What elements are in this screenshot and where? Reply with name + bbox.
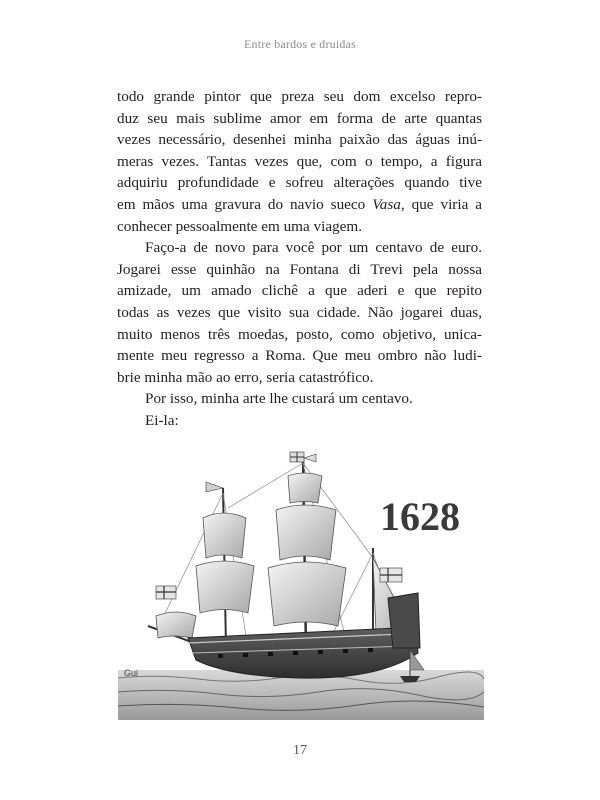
body-text bbox=[117, 86, 482, 432]
ship-name-italic: Vasa bbox=[372, 195, 401, 213]
fore-topsail bbox=[203, 513, 246, 558]
ship-illustration bbox=[118, 448, 484, 720]
text-segment: , que viria a bbox=[400, 195, 482, 213]
main-topgallant bbox=[288, 473, 322, 503]
page-number: 17 bbox=[293, 743, 307, 758]
text-line: amizade, um amado clichê a que aderi e que repito bbox=[117, 282, 482, 300]
year-label: 1628 bbox=[380, 494, 460, 539]
artist-signature: Gui bbox=[124, 668, 139, 678]
text-line-with-italic bbox=[117, 194, 482, 216]
text-line: meras vezes. Tantas vezes que, com o tempo, a figura bbox=[117, 152, 482, 170]
text-line: Ei-la: bbox=[145, 411, 179, 429]
text-line: vezes necessário, desenhei minha paixão das águas inú- bbox=[117, 131, 482, 149]
text-line: brie minha mão ao erro, seria catastrófico. bbox=[117, 368, 374, 386]
text-line: Jogarei esse quinhão na Fontana di Trevi pela nossa bbox=[117, 260, 482, 278]
main-topsail bbox=[276, 505, 336, 560]
spritsail bbox=[156, 612, 196, 638]
main-course bbox=[268, 562, 346, 626]
text-line: todas as vezes que visito sua cidade. Não jogarei duas, bbox=[117, 303, 482, 321]
text-line: Faço-a de novo para você por um centavo de euro. bbox=[145, 239, 482, 257]
paragraph-1 bbox=[117, 86, 482, 237]
text-line: todo grande pintor que preza seu dom excelso repro- bbox=[117, 88, 482, 105]
text-line: muito menos três moedas, posto, como objetivo, unica- bbox=[117, 325, 482, 343]
paragraph-2 bbox=[117, 237, 482, 388]
text-line: mente meu regresso a Roma. Que meu ombro não ludi- bbox=[117, 347, 482, 365]
galleon-drawing bbox=[118, 448, 484, 720]
text-line: Por isso, minha arte lhe custará um centavo. bbox=[145, 390, 413, 408]
paragraph-4 bbox=[117, 410, 482, 432]
text-line: conhecer pessoalmente em uma viagem. bbox=[117, 217, 363, 235]
text-segment: em mãos uma gravura do navio sueco bbox=[117, 195, 373, 213]
paragraph-3 bbox=[117, 388, 482, 410]
text-line: adquiriu profundidade e sofreu alterações quando tive bbox=[117, 174, 482, 192]
running-head: Entre bardos e druidas bbox=[243, 37, 357, 51]
text-line: duz seu mais sublime amor em forma de arte quantas bbox=[117, 109, 482, 127]
fore-course bbox=[196, 561, 254, 613]
